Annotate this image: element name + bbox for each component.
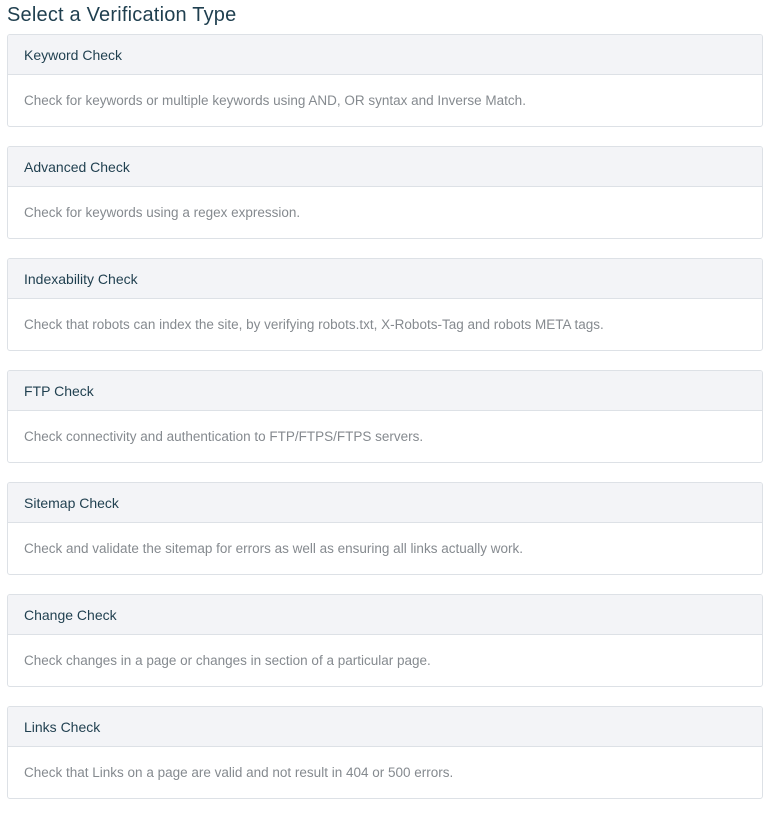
card-description: Check for keywords using a regex expression. xyxy=(24,205,301,220)
verification-card-sitemap[interactable] xyxy=(7,482,763,575)
card-description: Check connectivity and authentication to FTP/FTPS/FTPS servers. xyxy=(24,429,424,444)
card-title: Links Check xyxy=(8,707,762,747)
card-description: Check for keywords or multiple keywords using AND, OR syntax and Inverse Match. xyxy=(24,93,526,108)
card-description: Check that Links on a page are valid and not result in 404 or 500 errors. xyxy=(24,765,454,780)
verification-card-advanced[interactable] xyxy=(7,146,763,239)
verification-card-ftp[interactable] xyxy=(7,370,763,463)
card-title: Keyword Check xyxy=(8,35,762,75)
verification-card-keyword[interactable] xyxy=(7,34,763,127)
verification-type-list xyxy=(7,34,763,818)
card-title: Advanced Check xyxy=(8,147,762,187)
card-title: FTP Check xyxy=(8,371,762,411)
verification-card-change[interactable] xyxy=(7,594,763,687)
card-title: Sitemap Check xyxy=(8,483,762,523)
verification-card-links[interactable] xyxy=(7,706,763,799)
card-description: Check changes in a page or changes in section of a particular page. xyxy=(24,653,431,668)
verification-card-indexability[interactable] xyxy=(7,258,763,351)
card-title: Change Check xyxy=(8,595,762,635)
card-description: Check that robots can index the site, by verifying robots.txt, X-Robots-Tag and robots META tags. xyxy=(24,317,604,332)
card-title: Indexability Check xyxy=(8,259,762,299)
page-title: Select a Verification Type xyxy=(7,4,237,26)
card-description: Check and validate the sitemap for errors as well as ensuring all links actually work. xyxy=(24,541,523,556)
